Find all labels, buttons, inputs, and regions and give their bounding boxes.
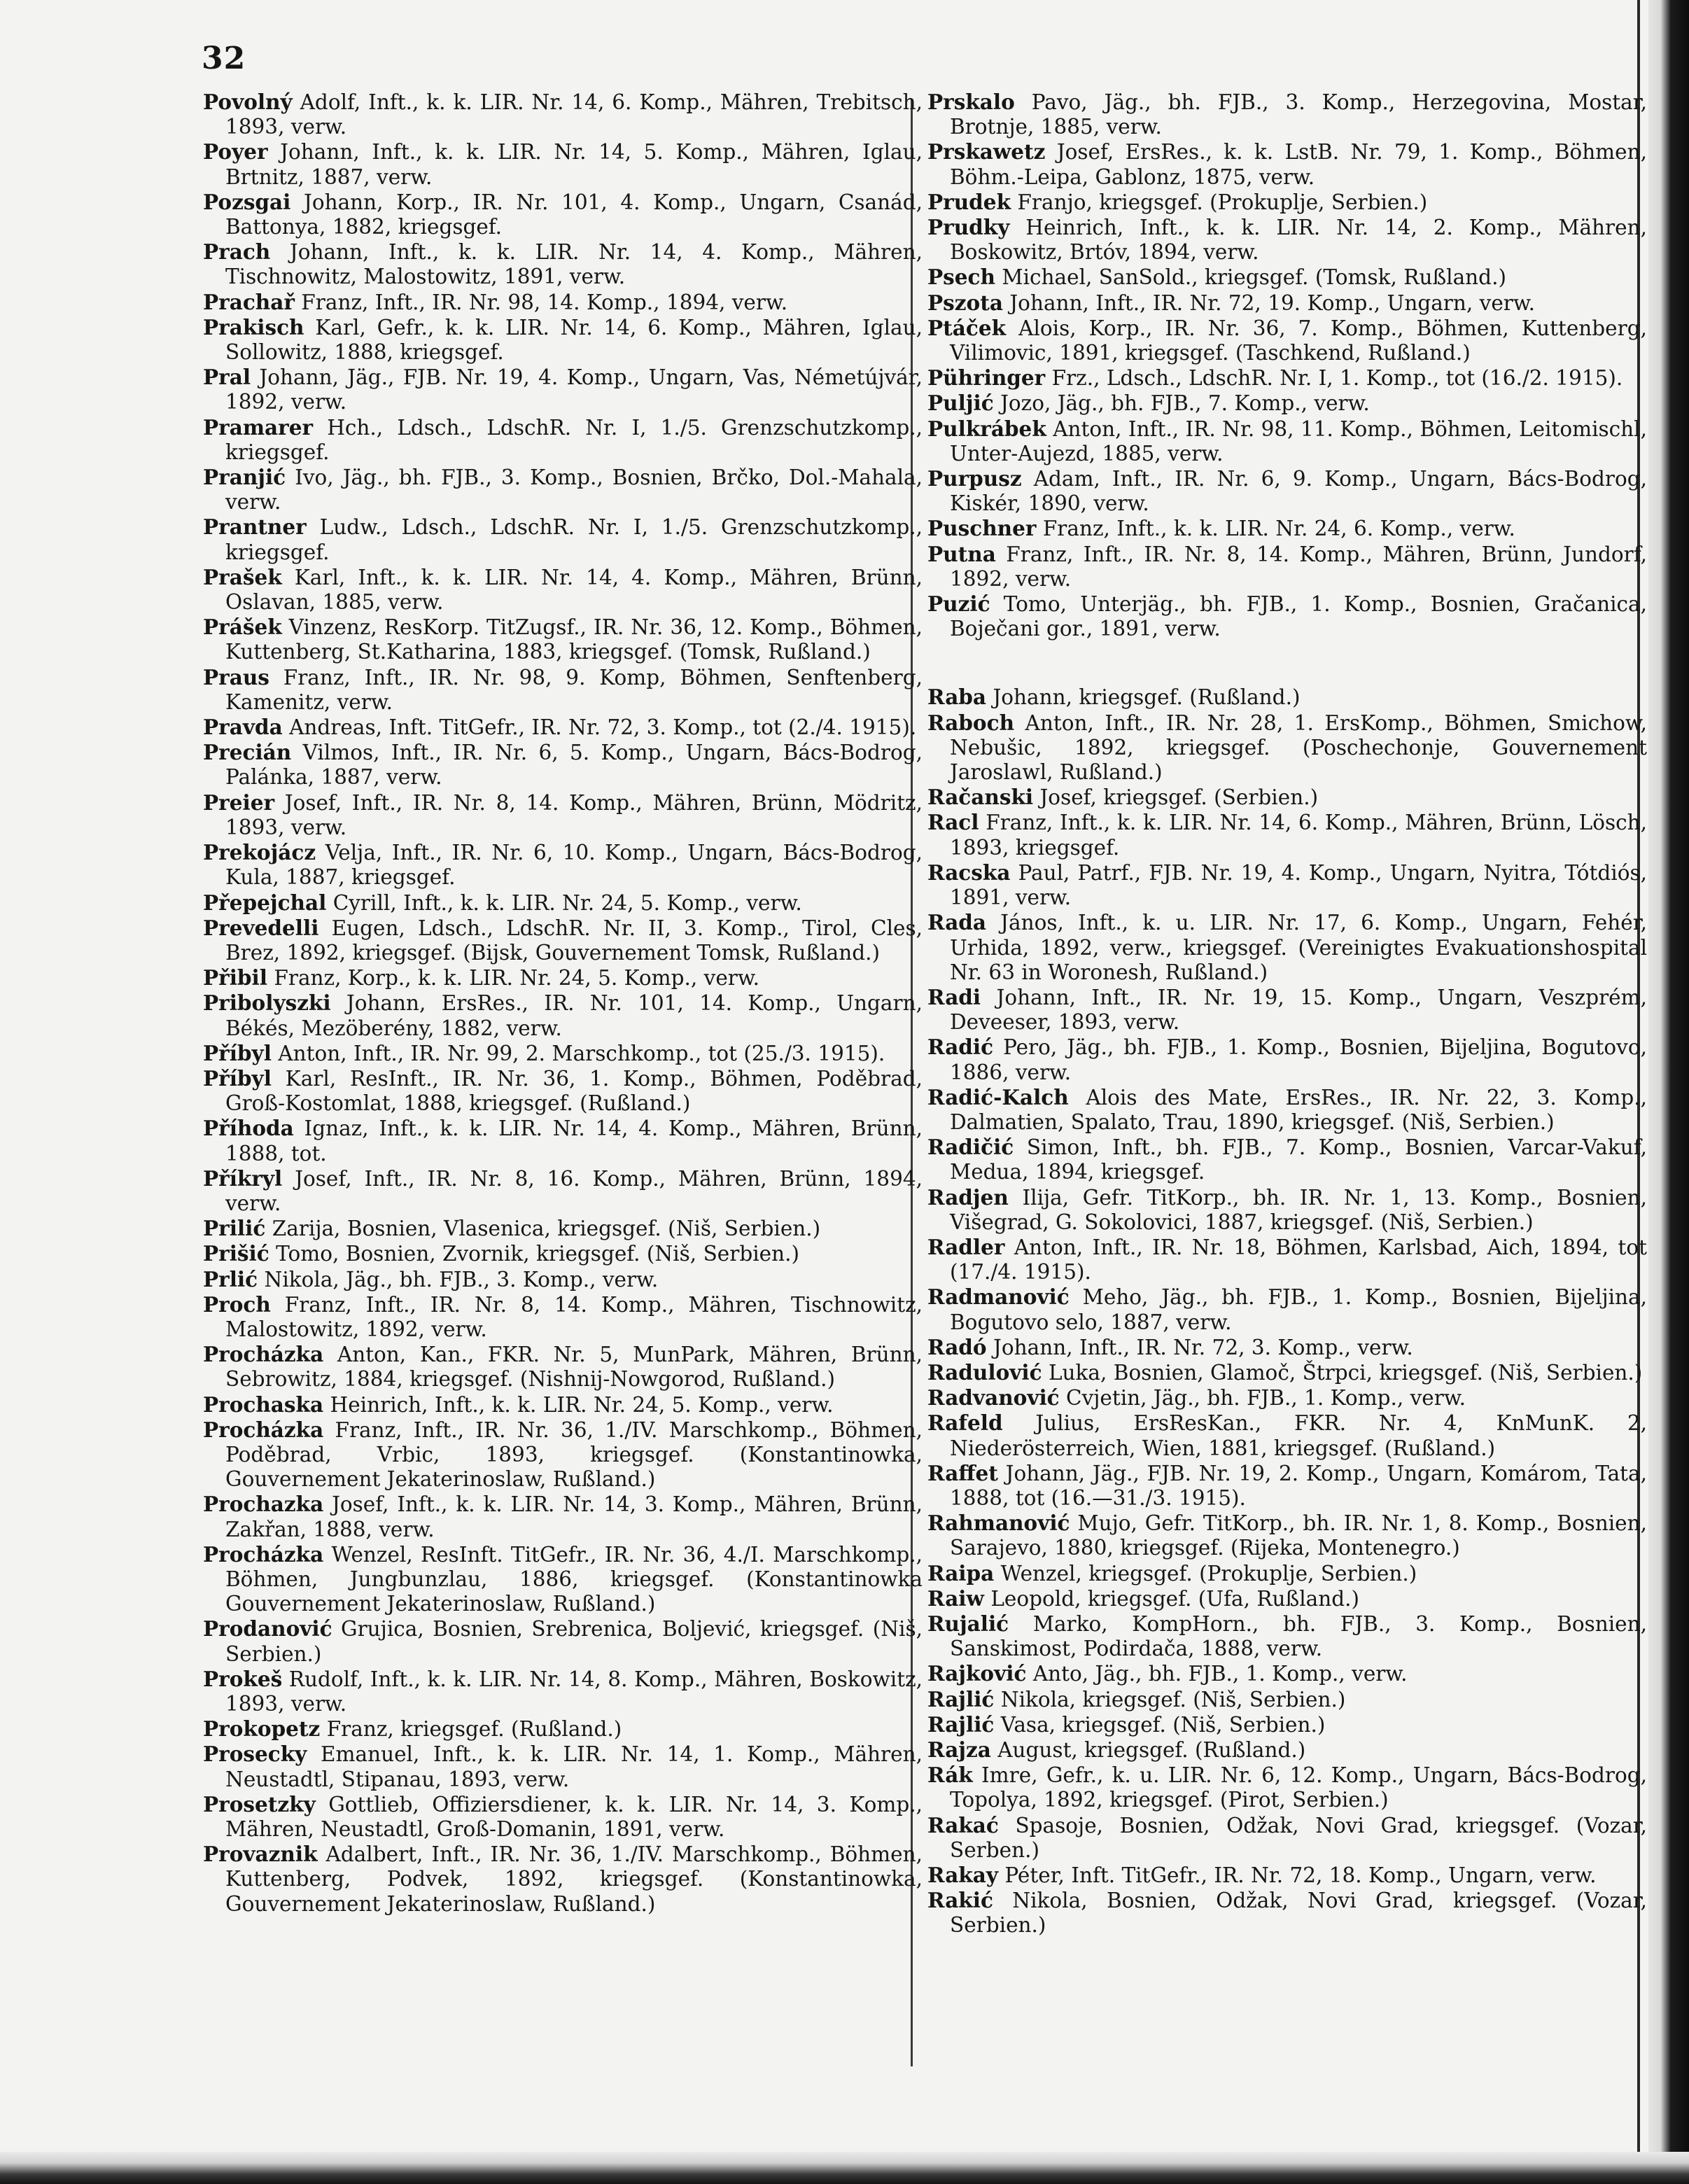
register-entry [927,1360,1647,1385]
entry-surname: Rajlić [927,1712,995,1737]
entry-surname: Prokopetz [203,1716,321,1742]
register-entry [927,1611,1647,1661]
entry-surname: Procházka [203,1417,324,1442]
entry-surname: Proch [203,1292,271,1317]
entry-surname: Prudek [927,189,1011,214]
register-entry [203,190,923,239]
register-entry [927,1737,1647,1763]
register-entry [927,1511,1647,1560]
register-entry [203,139,923,189]
register-entry [927,1235,1647,1284]
entry-surname: Radó [927,1334,987,1359]
entry-surname: Prevedelli [203,915,319,940]
entry-details: Vinzenz, ResKorp. TitZugsf., IR. Nr. 36, 12. Komp., Böhmen, Kuttenberg, St.Katharina, 1883, kriegsgef. (Tomsk, Rußland.) [225,615,923,664]
entry-surname: Prodanović [203,1616,332,1642]
entry-details: August, kriegsgef. (Rußland.) [997,1738,1306,1762]
entry-surname: Procházka [203,1342,324,1367]
register-entry [203,1742,923,1791]
entry-surname: Racl [927,810,979,835]
entry-surname: Rujalić [927,1611,1009,1636]
entry-surname: Praus [203,664,269,690]
register-entry [203,1267,923,1292]
register-entry [927,1763,1647,1812]
entry-details: Adam, Inft., IR. Nr. 6, 9. Komp., Ungarn, Bács-Bodrog, Kiskér, 1890, verw. [950,467,1647,516]
entry-details: Paul, Patrf., FJB. Nr. 19, 4. Komp., Ungarn, Nyitra, Tótdiós, 1891, verw. [950,860,1647,910]
entry-surname: Prašek [203,564,282,589]
entry-surname: Radmanović [927,1284,1070,1310]
entry-surname: Racska [927,860,1011,885]
entry-surname: Prantner [203,514,307,540]
register-entry [203,315,923,365]
entry-details: Nikola, Jäg., bh. FJB., 3. Komp., verw. [264,1267,659,1292]
entry-details: Franz, Inft., IR. Nr. 8, 14. Komp., Mähren, Tischnowitz, Malostowitz, 1892, verw. [225,1292,923,1341]
register-entry [203,990,923,1040]
entry-surname: Prekojácz [203,840,316,865]
entry-details: Josef, Inft., k. k. LIR. Nr. 14, 3. Komp., Mähren, Brünn, Zakřan, 1888, verw. [225,1492,923,1541]
entry-details: Wenzel, kriegsgef. (Prokuplje, Serbien.) [1000,1561,1417,1586]
entry-surname: Preier [203,790,275,815]
entry-details: Pero, Jäg., bh. FJB., 1. Komp., Bosnien, Bijeljina, Bogutovo, 1886, verw. [950,1035,1647,1084]
entry-surname: Radić-Kalch [927,1084,1069,1110]
register-entry [203,1418,923,1492]
entry-details: Nikola, kriegsgef. (Niš, Serbien.) [1000,1687,1346,1712]
entry-surname: Pribolyszki [203,990,331,1016]
entry-surname: Prosetzky [203,1791,316,1816]
entry-details: Frz., Ldsch., LdschR. Nr. I, 1. Komp., tot (16./2. 1915). [1051,366,1623,391]
register-entry [203,916,923,965]
entry-details: Franz, Inft., k. k. LIR. Nr. 14, 6. Komp., Mähren, Brünn, Lösch, 1893, kriegsgef. [950,811,1647,860]
right-column-p-section [927,90,1647,641]
entry-surname: Prskalo [927,90,1015,114]
entry-details: Franz, Inft., IR. Nr. 36, 1./IV. Marschkomp., Böhmen, Poděbrad, Vrbic, 1893, kriegsgef. (Konstantinowka, Gouvernement Jekaterinoslaw, Rußland.) [225,1418,923,1492]
entry-surname: Pszota [927,290,1003,315]
entry-surname: Příhoda [203,1116,294,1141]
register-entry [927,860,1647,910]
entry-surname: Radulović [927,1359,1042,1385]
entry-details: Simon, Inft., bh. FJB., 7. Komp., Bosnien, Varcar-Vakuf, Medua, 1894, kriegsgef. [950,1135,1647,1184]
entry-details: Anton, Inft., IR. Nr. 18, Böhmen, Karlsbad, Aich, 1894, tot (17./4. 1915). [950,1235,1647,1284]
entry-surname: Prochazka [203,1492,324,1517]
scan-bottom-edge [0,2152,1689,2184]
register-entry [203,665,923,715]
register-entry [203,740,923,790]
register-entry [927,1035,1647,1084]
page-number: 32 [202,41,246,76]
entry-details: Johann, kriegsgef. (Rußland.) [993,685,1301,710]
entry-surname: Provaznik [203,1842,318,1867]
register-entry [203,90,923,139]
register-entry [203,1842,923,1917]
entry-details: Adalbert, Inft., IR. Nr. 36, 1./IV. Marschkomp., Böhmen, Kuttenberg, Podvek, 1892, kriegsgef. (Konstantinowka, Gouvernement Jekaterinoslaw, Rußland.) [225,1842,923,1916]
entry-surname: Ptáček [927,315,1007,340]
register-entry [203,715,923,740]
left-column [203,90,923,1917]
entry-surname: Prokeš [203,1666,283,1691]
entry-details: Johann, Jäg., FJB. Nr. 19, 2. Komp., Ungarn, Komárom, Tata, 1888, tot (16.—31./3. 1915). [950,1461,1647,1510]
entry-surname: Precián [203,740,292,765]
register-entry [203,1216,923,1241]
entry-details: Franz, Inft., k. k. LIR. Nr. 24, 6. Komp., verw. [1042,517,1515,541]
entry-details: Péter, Inft. TitGefr., IR. Nr. 72, 18. Komp., Ungarn, verw. [1004,1863,1597,1888]
register-entry [203,365,923,414]
entry-details: Anton, Inft., IR. Nr. 99, 2. Marschkomp., tot (25./3. 1915). [278,1041,885,1065]
register-entry [203,1667,923,1716]
entry-details: Franz, Inft., IR. Nr. 98, 9. Komp, Böhmen, Senftenberg, Kamenitz, verw. [225,665,923,714]
entry-details: Ludw., Ldsch., LdschR. Nr. I, 1./5. Grenzschutzkomp., kriegsgef. [225,515,923,564]
entry-details: Michael, SanSold., kriegsgef. (Tomsk, Rußland.) [1002,265,1506,290]
register-entry [927,391,1647,416]
entry-details: Franjo, kriegsgef. (Prokuplje, Serbien.) [1017,190,1428,214]
register-entry [927,1712,1647,1737]
entry-details: Ilija, Gefr. TitKorp., bh. IR. Nr. 1, 13. Komp., Bosnien, Višegrad, G. Sokolovici, 1887, kriegsgef. (Niš, Serbien.) [950,1185,1647,1234]
entry-surname: Raboch [927,710,1015,735]
entry-surname: Purpusz [927,466,1022,491]
entry-surname: Puljić [927,391,994,416]
entry-details: Karl, ResInft., IR. Nr. 36, 1. Komp., Böhmen, Poděbrad, Groß-Kostomlat, 1888, kriegsgef. (Rußland.) [225,1066,923,1116]
entry-details: Andreas, Inft. TitGefr., IR. Nr. 72, 3. Komp., tot (2./4. 1915). [289,715,917,740]
register-entry [927,265,1647,290]
register-entry [927,1813,1647,1863]
register-entry [927,1335,1647,1360]
register-entry [927,365,1647,391]
entry-surname: Pulkrábek [927,416,1046,441]
entry-details: Tomo, Unterjäg., bh. FJB., 1. Komp., Bosnien, Gračanica, Boječani gor., 1891, verw. [950,592,1647,641]
register-entry [927,710,1647,785]
entry-details: Zarija, Bosnien, Vlasenica, kriegsgef. (Niš, Serbien.) [272,1217,821,1241]
entry-surname: Příbyl [203,1040,272,1065]
entry-details: Heinrich, Inft., k. k. LIR. Nr. 24, 5. Komp., verw. [330,1392,834,1417]
entry-surname: Rajza [927,1737,991,1762]
entry-details: Anton, Inft., IR. Nr. 98, 11. Komp., Böhmen, Leitomischl, Unter-Aujezd, 1885, verw. [950,416,1647,465]
entry-surname: Příbyl [203,1065,272,1091]
entry-surname: Rajković [927,1661,1027,1686]
register-entry [203,890,923,916]
entry-surname: Prudky [927,215,1010,240]
entry-surname: Poyer [203,139,268,164]
register-entry [203,615,923,664]
register-entry [927,1661,1647,1686]
entry-details: Tomo, Bosnien, Zvornik, kriegsgef. (Niš, Serbien.) [276,1242,799,1266]
register-entry [927,1135,1647,1184]
entry-details: Julius, ErsResKan., FKR. Nr. 4, KnMunK. 2, Niederösterreich, Wien, 1881, kriegsgef. (Rußland.) [950,1411,1647,1460]
register-entry [203,1792,923,1842]
entry-surname: Prskawetz [927,139,1046,164]
entry-surname: Rajlić [927,1686,995,1712]
entry-details: Heinrich, Inft., k. k. LIR. Nr. 14, 2. Komp., Mähren, Boskowitz, Brtóv, 1894, verw. [950,216,1647,265]
entry-details: Johann, Inft., k. k. LIR. Nr. 14, 5. Komp., Mähren, Iglau, Brtnitz, 1887, verw. [225,140,923,189]
entry-surname: Putna [927,541,996,566]
entry-details: Meho, Jäg., bh. FJB., 1. Komp., Bosnien, Bijeljina, Bogutovo selo, 1887, verw. [950,1285,1647,1334]
register-entry [927,1185,1647,1235]
entry-details: Eugen, Ldsch., LdschR. Nr. II, 3. Komp., Tirol, Cles, Brez, 1892, kriegsgef. (Bijsk, Gouvernement Tomsk, Rußland.) [225,916,923,965]
entry-details: Johann, Inft., IR. Nr. 19, 15. Komp., Ungarn, Veszprém, Deveeser, 1893, verw. [950,985,1647,1035]
entry-surname: Pramarer [203,414,314,440]
register-entry [927,316,1647,365]
entry-surname: Psech [927,265,995,290]
register-entry [203,239,923,289]
register-entry [927,516,1647,541]
entry-surname: Raba [927,685,987,710]
register-entry [203,1392,923,1418]
entry-details: Karl, Inft., k. k. LIR. Nr. 14, 4. Komp., Mähren, Brünn, Oslavan, 1885, verw. [225,565,923,615]
entry-details: Johann, Jäg., FJB. Nr. 19, 4. Komp., Ungarn, Vas, Németújvár, 1892, verw. [225,365,923,414]
entry-details: Jozo, Jäg., bh. FJB., 7. Komp., verw. [1000,391,1370,416]
register-entry [927,985,1647,1035]
entry-details: Josef, ErsRes., k. k. LstB. Nr. 79, 1. Komp., Böhmen, Böhm.-Leipa, Gablonz, 1875, verw. [950,140,1647,189]
right-column-r-section [927,685,1647,1938]
entry-surname: Pral [203,365,251,390]
entry-details: Grujica, Bosnien, Srebrenica, Boljević, kriegsgef. (Niš, Serbien.) [225,1617,923,1666]
register-entry [927,139,1647,189]
entry-details: Velja, Inft., IR. Nr. 6, 10. Komp., Ungarn, Bács-Bodrog, Kula, 1887, kriegsgef. [225,841,923,890]
register-entry [927,1410,1647,1460]
register-entry [203,1292,923,1342]
entry-surname: Rakić [927,1888,993,1913]
register-entry [203,465,923,514]
register-entry [203,1166,923,1216]
register-entry [203,965,923,990]
entry-surname: Raffet [927,1460,998,1485]
entry-surname: Rafeld [927,1410,1003,1436]
entry-details: Vilmos, Inft., IR. Nr. 6, 5. Komp., Ungarn, Bács-Bodrog, Palánka, 1887, verw. [225,741,923,790]
entry-details: Vasa, kriegsgef. (Niš, Serbien.) [1000,1712,1326,1737]
entry-surname: Pozsgai [203,189,291,214]
entry-surname: Prášek [203,615,282,640]
entry-details: Cyrill, Inft., k. k. LIR. Nr. 24, 5. Komp., verw. [332,890,802,915]
scan-right-edge [1648,0,1689,2184]
entry-surname: Puschner [927,516,1037,541]
register-entry [203,1241,923,1266]
entry-details: Franz, Inft., IR. Nr. 8, 14. Komp., Mähren, Brünn, Jundorf, 1892, verw. [950,542,1647,591]
entry-surname: Rakać [927,1812,999,1837]
entry-surname: Rahmanović [927,1511,1070,1536]
entry-details: Cvjetin, Jäg., bh. FJB., 1. Komp., verw. [1066,1386,1466,1410]
register-entry [927,685,1647,710]
register-entry [203,1542,923,1617]
entry-details: Anton, Inft., IR. Nr. 28, 1. ErsKomp., Böhmen, Smichow, Nebušic, 1892, kriegsgef. (Poschechonje, Gouvernement Jaroslawl, Rußland.) [950,710,1647,785]
entry-surname: Radvanović [927,1385,1060,1410]
entry-details: Rudolf, Inft., k. k. LIR. Nr. 14, 8. Komp., Mähren, Boskowitz, 1893, verw. [225,1667,923,1716]
entry-details: Josef, Inft., IR. Nr. 8, 14. Komp., Mähren, Brünn, Mödritz, 1893, verw. [225,790,923,839]
entry-details: Franz, Inft., IR. Nr. 98, 14. Komp., 1894, verw. [301,290,788,314]
entry-details: Johann, Korp., IR. Nr. 101, 4. Komp., Ungarn, Csanád, Battonya, 1882, kriegsgef. [225,190,923,239]
entry-surname: Prlić [203,1266,258,1292]
register-entry [927,1888,1647,1938]
entry-surname: Prilić [203,1216,266,1241]
entry-surname: Radičić [927,1135,1014,1160]
register-entry [927,542,1647,592]
entry-details: Gottlieb, Offiziersdiener, k. k. LIR. Nr. 14, 3. Komp., Mähren, Neustadtl, Groß-Domanin, 1891, verw. [225,1792,923,1842]
entry-surname: Raiw [927,1586,984,1611]
register-entry [203,1041,923,1066]
entry-surname: Rada [927,910,987,935]
register-entry [927,1284,1647,1334]
entry-details: Karl, Gefr., k. k. LIR. Nr. 14, 6. Komp., Mähren, Iglau, Sollowitz, 1888, kriegsgef. [225,315,923,365]
entry-details: Adolf, Inft., k. k. LIR. Nr. 14, 6. Komp., Mähren, Trebitsch, 1893, verw. [225,90,923,139]
register-entry [927,1561,1647,1586]
entry-details: Ivo, Jäg., bh. FJB., 3. Komp., Bosnien, Brčko, Dol.-Mahala, verw. [225,465,923,514]
register-entry [927,90,1647,139]
entry-surname: Pühringer [927,365,1046,391]
register-entry [927,215,1647,265]
entry-surname: Puzić [927,592,990,617]
entry-surname: Prosecky [203,1742,307,1767]
register-entry [203,1492,923,1541]
entry-details: Ignaz, Inft., k. k. LIR. Nr. 14, 4. Komp., Mähren, Brünn, 1888, tot. [225,1116,923,1166]
register-entry [203,514,923,564]
register-entry [203,565,923,615]
entry-details: János, Inft., k. u. LIR. Nr. 17, 6. Komp., Ungarn, Fehér, Urhida, 1892, verw., kriegsgef. (Vereinigtes Evakuationshospital Nr. 63 in Woronesh, Rußland.) [950,911,1647,984]
entry-surname: Prochaska [203,1392,324,1417]
entry-details: Marko, KompHorn., bh. FJB., 3. Komp., Bosnien, Sanskimost, Podirdača, 1888, verw. [950,1611,1647,1661]
section-gap [927,641,1647,685]
register-entry [927,785,1647,810]
register-entry [927,190,1647,215]
register-entry [927,1461,1647,1511]
entry-surname: Příkryl [203,1166,283,1191]
entry-surname: Prakisch [203,314,304,340]
entry-details: Alois des Mate, ErsRes., IR. Nr. 22, 3. Komp., Dalmatien, Spalato, Trau, 1890, kriegsgef. (Niš, Serbien.) [950,1085,1647,1134]
entry-surname: Přibil [203,965,267,990]
entry-details: Leopold, kriegsgef. (Ufa, Rußland.) [990,1586,1360,1611]
entry-details: Spasoje, Bosnien, Odžak, Novi Grad, kriegsgef. (Vozar, Serben.) [950,1813,1647,1862]
entry-surname: Přepejchal [203,890,327,915]
entry-details: Luka, Bosnien, Glamoč, Štrpci, kriegsgef. (Niš, Serbien.) [1048,1360,1643,1385]
entry-surname: Rák [927,1763,973,1788]
entry-surname: Prach [203,239,271,265]
entry-details: Johann, Inft., IR. Nr. 72, 19. Komp., Ungarn, verw. [1009,290,1536,315]
entry-surname: Prachař [203,289,295,314]
entry-details: Johann, Inft., IR. Nr. 72, 3. Komp., verw. [993,1335,1413,1359]
entry-surname: Radler [927,1234,1005,1259]
register-entry [203,1342,923,1392]
entry-details: Imre, Gefr., k. u. LIR. Nr. 6, 12. Komp., Ungarn, Bács-Bodrog, Topolya, 1892, kriegsgef. (Pirot, Serbien.) [950,1763,1647,1812]
register-entry [203,290,923,315]
entry-details: Anton, Kan., FKR. Nr. 5, MunPark, Mähren, Brünn, Sebrowitz, 1884, kriegsgef. (Nishnij-Nowgorod, Rußland.) [225,1343,923,1392]
register-entry [203,840,923,890]
entry-details: Wenzel, ResInft. TitGefr., IR. Nr. 36, 4./I. Marschkomp., Böhmen, Jungbunzlau, 1886, kriegsgef. (Konstantinowka Gouvernement Jekaterinoslaw, Rußland.) [225,1542,923,1616]
entry-surname: Radi [927,984,981,1009]
entry-details: Josef, Inft., IR. Nr. 8, 16. Komp., Mähren, Brünn, 1894, verw. [225,1166,923,1215]
register-entry [927,1385,1647,1410]
register-entry [927,416,1647,466]
entry-surname: Procházka [203,1541,324,1567]
register-entry [927,1687,1647,1712]
entry-surname: Prišić [203,1241,269,1266]
register-entry [203,415,923,465]
entry-details: Franz, kriegsgef. (Rußland.) [326,1717,622,1742]
register-entry [927,1085,1647,1135]
register-entry [927,1863,1647,1888]
entry-surname: Raipa [927,1560,995,1586]
entry-surname: Pravda [203,715,283,740]
entry-details: Nikola, Bosnien, Odžak, Novi Grad, kriegsgef. (Vozar, Serbien.) [950,1889,1647,1938]
entry-details: Anto, Jäg., bh. FJB., 1. Komp., verw. [1032,1662,1408,1686]
entry-surname: Radić [927,1035,994,1060]
register-entry [927,910,1647,985]
entry-surname: Rakay [927,1863,999,1888]
entry-details: Mujo, Gefr. TitKorp., bh. IR. Nr. 1, 8. Komp., Bosnien, Sarajevo, 1880, kriegsgef. (Rijeka, Montenegro.) [950,1511,1647,1560]
entry-details: Emanuel, Inft., k. k. LIR. Nr. 14, 1. Komp., Mähren, Neustadtl, Stipanau, 1893, verw. [225,1742,923,1791]
register-entry [203,790,923,840]
entry-details: Alois, Korp., IR. Nr. 36, 7. Komp., Böhmen, Kuttenberg, Vilimovic, 1891, kriegsgef. (Taschkend, Rußland.) [950,316,1647,365]
entry-details: Johann, Inft., k. k. LIR. Nr. 14, 4. Komp., Mähren, Tischnowitz, Malostowitz, 1891, verw. [225,240,923,289]
register-entry [927,810,1647,860]
entry-surname: Pranjić [203,465,286,490]
register-entry [927,466,1647,516]
entry-surname: Račanski [927,785,1034,810]
register-entry [927,1586,1647,1611]
entry-surname: Radjen [927,1184,1009,1210]
register-entry [203,1616,923,1666]
entry-details: Pavo, Jäg., bh. FJB., 3. Komp., Herzegovina, Mostar, Brotnje, 1885, verw. [950,90,1647,139]
right-column [927,90,1647,1938]
register-entry [927,592,1647,641]
entry-details: Johann, ErsRes., IR. Nr. 101, 14. Komp., Ungarn, Békés, Mezöberény, 1882, verw. [225,991,923,1040]
register-entry [927,290,1647,316]
entry-details: Josef, kriegsgef. (Serbien.) [1039,785,1319,810]
register-entry [203,1116,923,1166]
entry-details: Franz, Korp., k. k. LIR. Nr. 24, 5. Komp., verw. [274,966,760,990]
register-entry [203,1716,923,1742]
entry-surname: Povolný [203,90,293,114]
entry-details: Hch., Ldsch., LdschR. Nr. I, 1./5. Grenzschutzkomp., kriegsgef. [225,415,923,464]
register-entry [203,1066,923,1116]
